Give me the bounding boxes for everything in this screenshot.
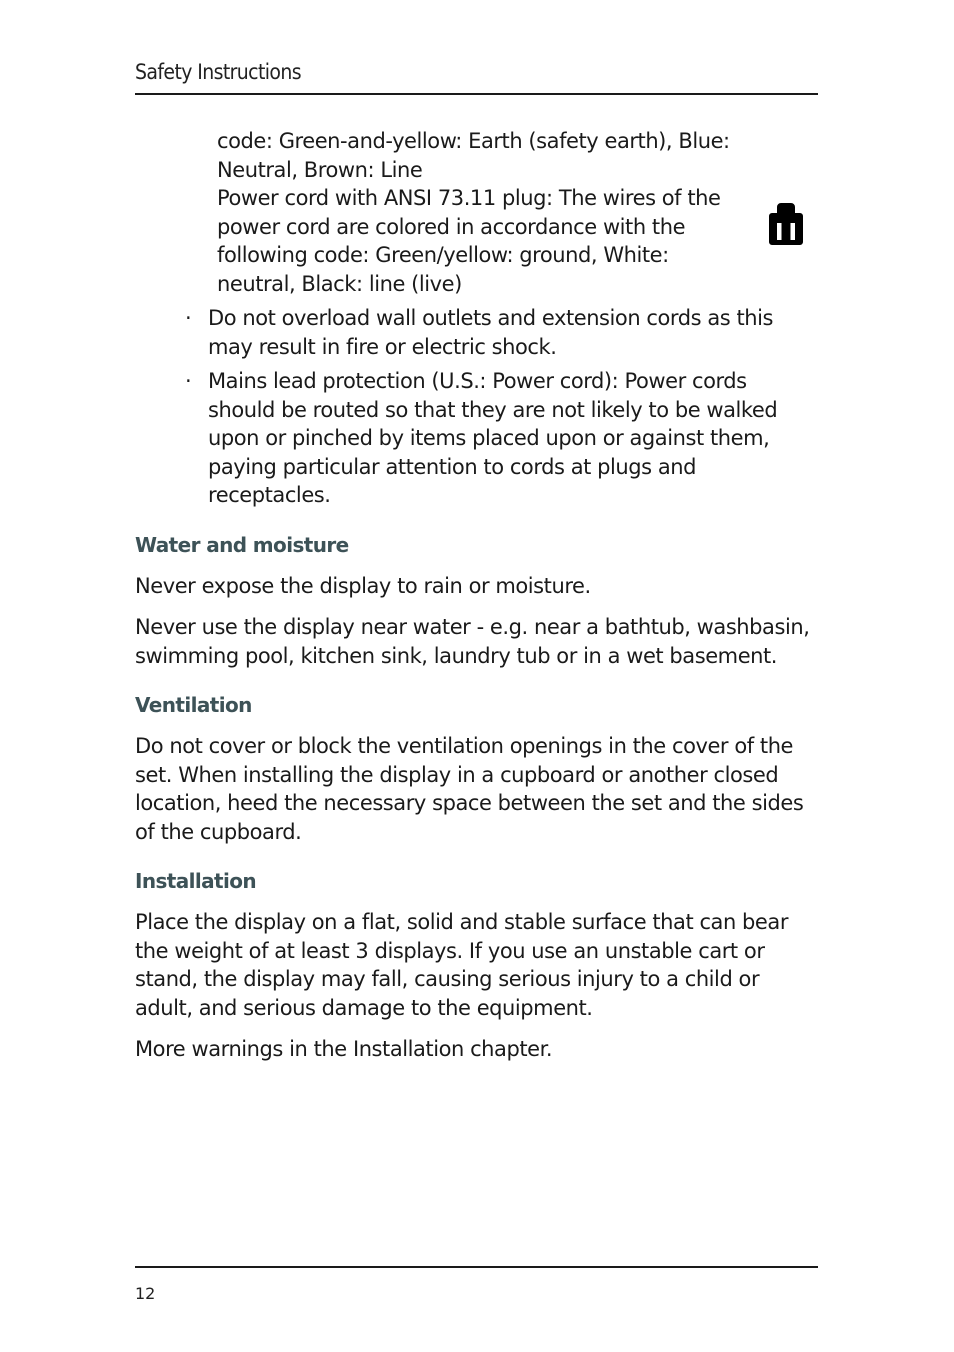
ventilation-paragraph: Do not cover or block the ventilation openings in the cover of the set. When installing the display in a cupboard or another closed location, heed the necessary space between the set and the sides of the cupboard. (135, 734, 804, 844)
page-header-title: Safety Instructions (135, 60, 301, 84)
bullet-dot: · (185, 306, 192, 330)
water-paragraph-1: Never expose the display to rain or moisture. (135, 573, 591, 598)
heading-ventilation: Ventilation (135, 693, 252, 717)
installation-paragraph-1: Place the display on a flat, solid and stable surface that can bear the weight of at least 3 displays. If you use an unstable cart or stand, the display may fall, causing serious injury to a child or adult, and serious damage to the equipment. (135, 910, 789, 1020)
earth-code-text: code: Green-and-yellow: Earth (safety earth), Blue: Neutral, Brown: Line (217, 129, 730, 182)
page-number: 12 (135, 1284, 156, 1303)
header-divider (135, 93, 818, 95)
heading-installation: Installation (135, 869, 257, 893)
ansi-plug-text: Power cord with ANSI 73.11 plug: The wires of the power cord are colored in accordance with the following code: Green/yellow: ground, White: neutral, Black: line (live) (217, 186, 721, 296)
bullet-text: Do not overload wall outlets and extension cords as this may result in fire or electric shock. (208, 306, 773, 359)
water-paragraph-2: Never use the display near water - e.g. near a bathtub, washbasin, swimming pool, kitchen sink, laundry tub or in a wet basement. (135, 615, 810, 668)
plug-icon (765, 201, 807, 249)
safety-bullet-list (135, 304, 818, 510)
list-item (135, 367, 818, 510)
installation-paragraph-2: More warnings in the Installation chapter. (135, 1037, 553, 1061)
bullet-dot: · (185, 369, 192, 393)
heading-water-moisture: Water and moisture (135, 532, 349, 557)
bullet-text: Mains lead protection (U.S.: Power cord): Power cords should be routed so that they are not likely to be walked upon or pinched by items placed upon or against them, paying particular attention to cords at plugs and receptacles. (208, 369, 778, 507)
page-content (135, 127, 818, 1077)
footer-divider (135, 1266, 818, 1268)
list-item (135, 304, 818, 361)
power-cord-text (217, 127, 747, 298)
power-cord-block (135, 127, 818, 298)
